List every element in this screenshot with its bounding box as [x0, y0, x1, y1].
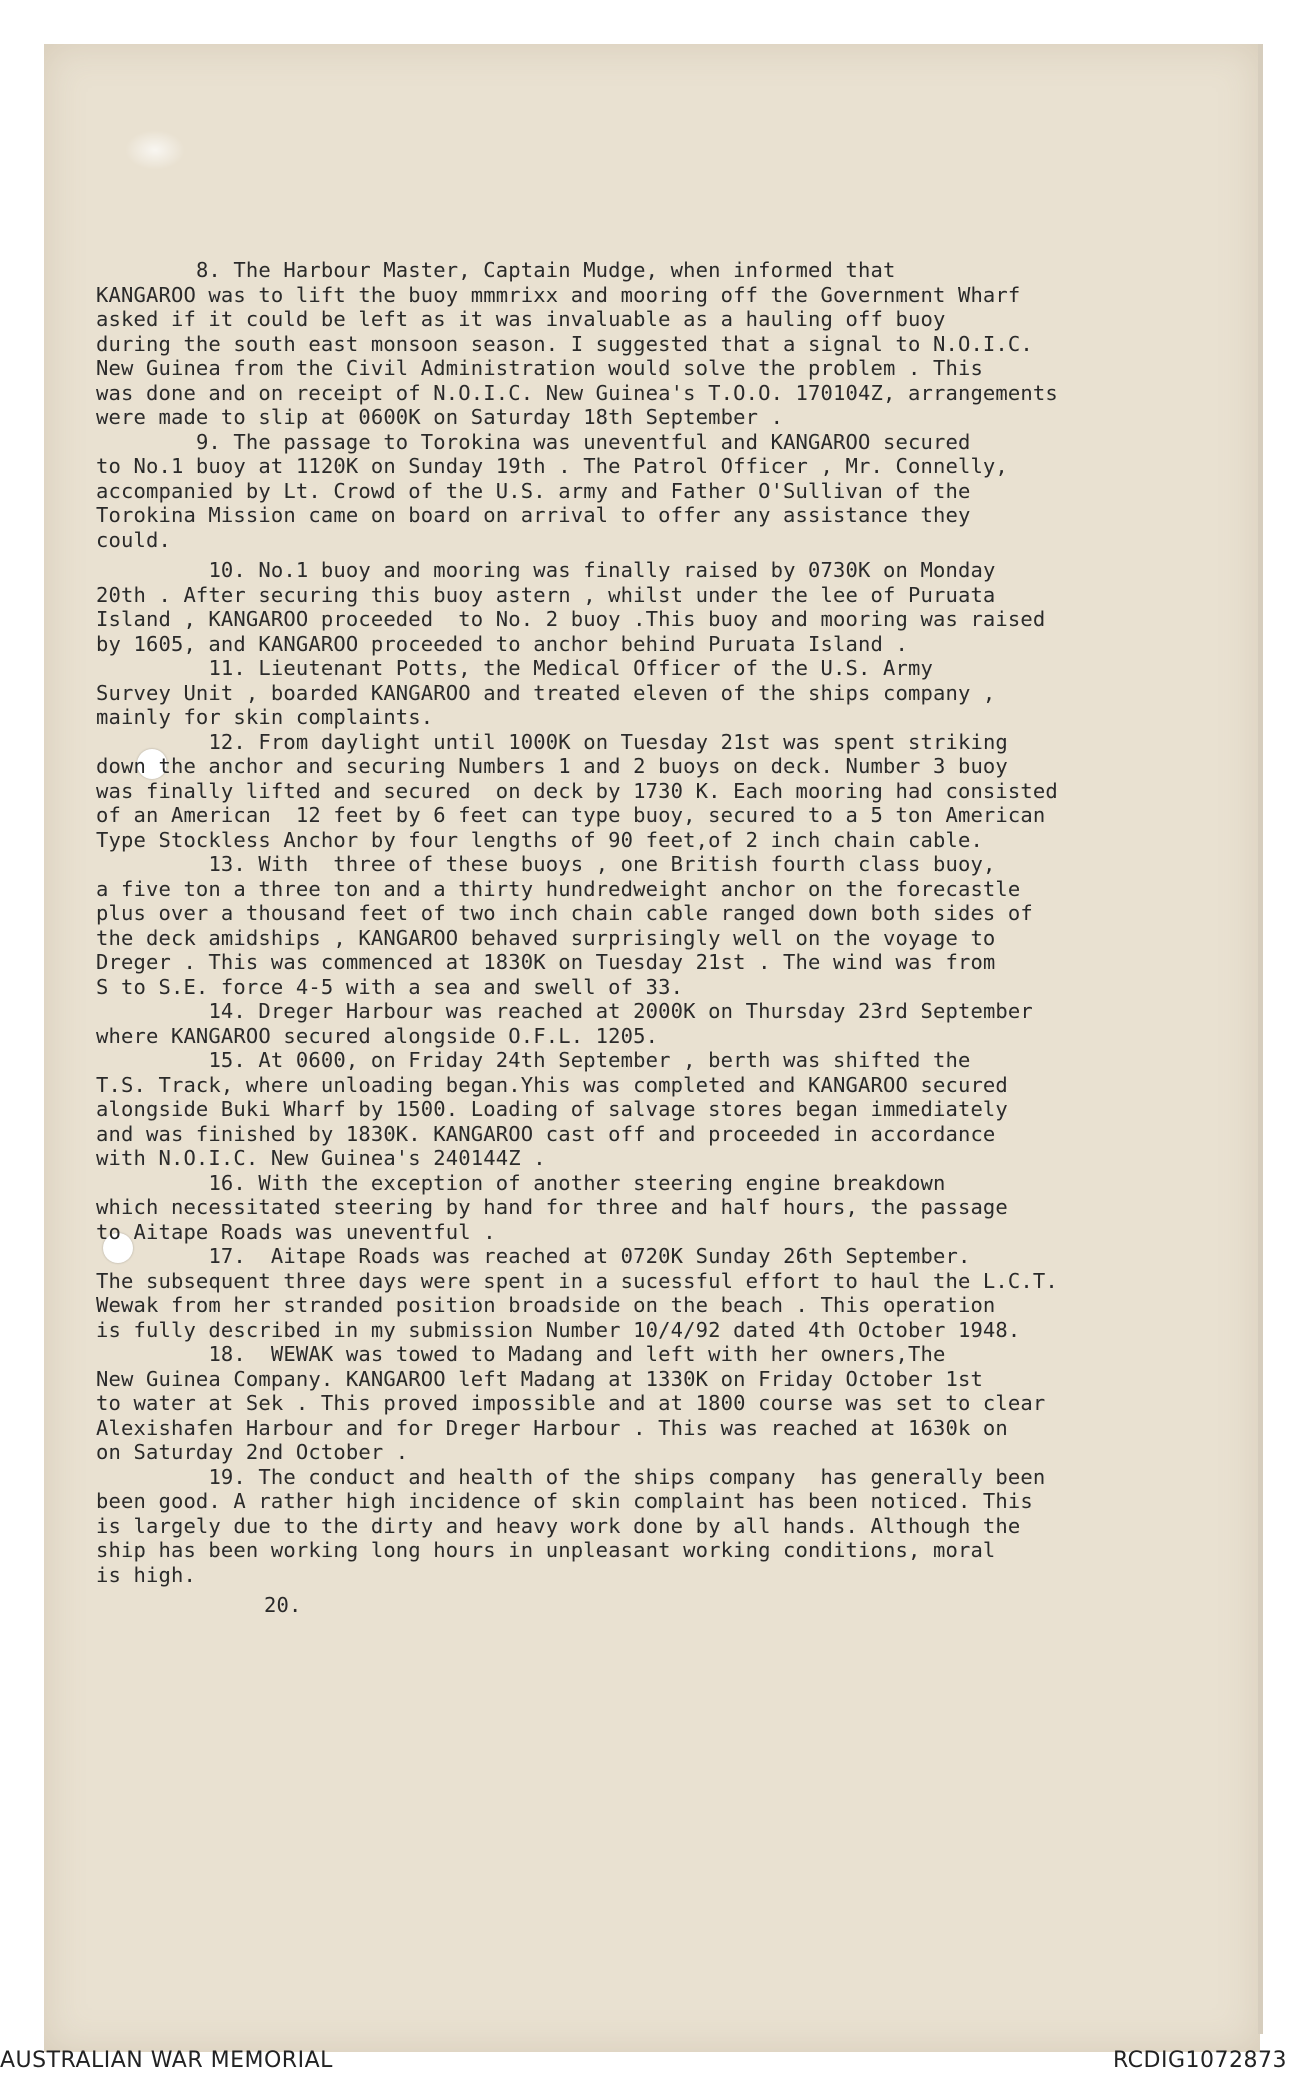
footer-source-label: AUSTRALIAN WAR MEMORIAL: [0, 2048, 333, 2073]
paragraph-13: 13. With three of these buoys , one British fourth class buoy, a five ton a three ton and a thirty hundredweight anchor on the forecastle plus over a thousand feet of two inch chain cable ranged down both sides of the deck amidships , KANGAROO behaved surprisingly well on the voyage to Dreger . This was commenced at 1830K on Tuesday 21st . The wind was from S to S.E. force 4-5 with a sea and swell of 33.: [96, 852, 1033, 999]
paragraph-11: 11. Lieutenant Potts, the Medical Officer of the U.S. Army Survey Unit , boarded KANGAROO and treated eleven of the ships company , mainly for skin complaints.: [96, 656, 996, 729]
footer-record-id: RCDIG1072873: [1112, 2048, 1287, 2073]
typed-report-body: [96, 258, 1266, 1618]
paragraph-15: 15. At 0600, on Friday 24th September , berth was shifted the T.S. Track, where unloading began.Yhis was completed and KANGAROO secured alongside Buki Wharf by 1500. Loading of salvage stores began immediately and was finished by 1830K. KANGAROO cast off and proceeded in accordance with N.O.I.C. New Guinea's 240144Z .: [96, 1048, 1008, 1170]
paragraph-18: 18. WEWAK was towed to Madang and left with her owners,The New Guinea Company. KANGAROO left Madang at 1330K on Friday October 1st to water at Sek . This proved impossible and at 1800 course was set to clear Alexishafen Harbour and for Dreger Harbour . This was reached at 1630k on on Saturday 2nd October .: [96, 1342, 1046, 1464]
paragraph-8: 8. The Harbour Master, Captain Mudge, when informed that KANGAROO was to lift the buoy mmmrixx and mooring off the Government Wharf asked if it could be left as it was invaluable as a hauling off buoy during the south east monsoon season. I suggested that a signal to N.O.I.C. New Guinea from the Civil Administration would solve the problem . This was done and on receipt of N.O.I.C. New Guinea's T.O.O. 170104Z, arrangements were made to slip at 0600K on Saturday 18th September .: [96, 258, 1058, 429]
paragraph-14: 14. Dreger Harbour was reached at 2000K on Thursday 23rd September where KANGAROO secured alongside O.F.L. 1205.: [96, 999, 1033, 1048]
paragraph-20: 20.: [264, 1593, 302, 1617]
paper-smudge: [125, 130, 185, 170]
paragraph-9: 9. The passage to Torokina was uneventful and KANGAROO secured to No.1 buoy at 1120K on Sunday 19th . The Patrol Officer , Mr. Connelly, accompanied by Lt. Crowd of the U.S. army and Father O'Sullivan of the Torokina Mission came on board on arrival to offer any assistance they could.: [96, 429, 1008, 552]
paragraph-16: 16. With the exception of another steering engine breakdown which necessitated steering by hand for three and half hours, the passage to Aitape Roads was uneventful .: [96, 1170, 1008, 1244]
paragraph-10: 10. No.1 buoy and mooring was finally raised by 0730K on Monday 20th . After securing this buoy astern , whilst under the lee of Puruata Island , KANGAROO proceeded to No. 2 buoy .This buoy and mooring was raised by 1605, and KANGAROO proceeded to anchor behind Puruata Island .: [96, 558, 1046, 656]
paragraph-19: 19. The conduct and health of the ships company has generally been been good. A rather high incidence of skin complaint has been noticed. This is largely due to the dirty and heavy work done by all hands. Although the ship has been working long hours in unpleasant working conditions, moral is high.: [96, 1464, 1046, 1587]
paragraph-12: 12. From daylight until 1000K on Tuesday 21st was spent striking down the anchor and securing Numbers 1 and 2 buoys on deck. Number 3 buoy was finally lifted and secured on deck by 1730 K. Each mooring had consisted of an American 12 feet by 6 feet can type buoy, secured to a 5 ton American Type Stockless Anchor by four lengths of 90 feet,of 2 inch chain cable.: [96, 729, 1058, 852]
paragraph-17: 17. Aitape Roads was reached at 0720K Sunday 26th September. The subsequent three days were spent in a sucessful effort to haul the L.C.T. Wewak from her stranded position broadside on the beach . This operation is fully described in my submission Number 10/4/92 dated 4th October 1948.: [96, 1244, 1058, 1342]
